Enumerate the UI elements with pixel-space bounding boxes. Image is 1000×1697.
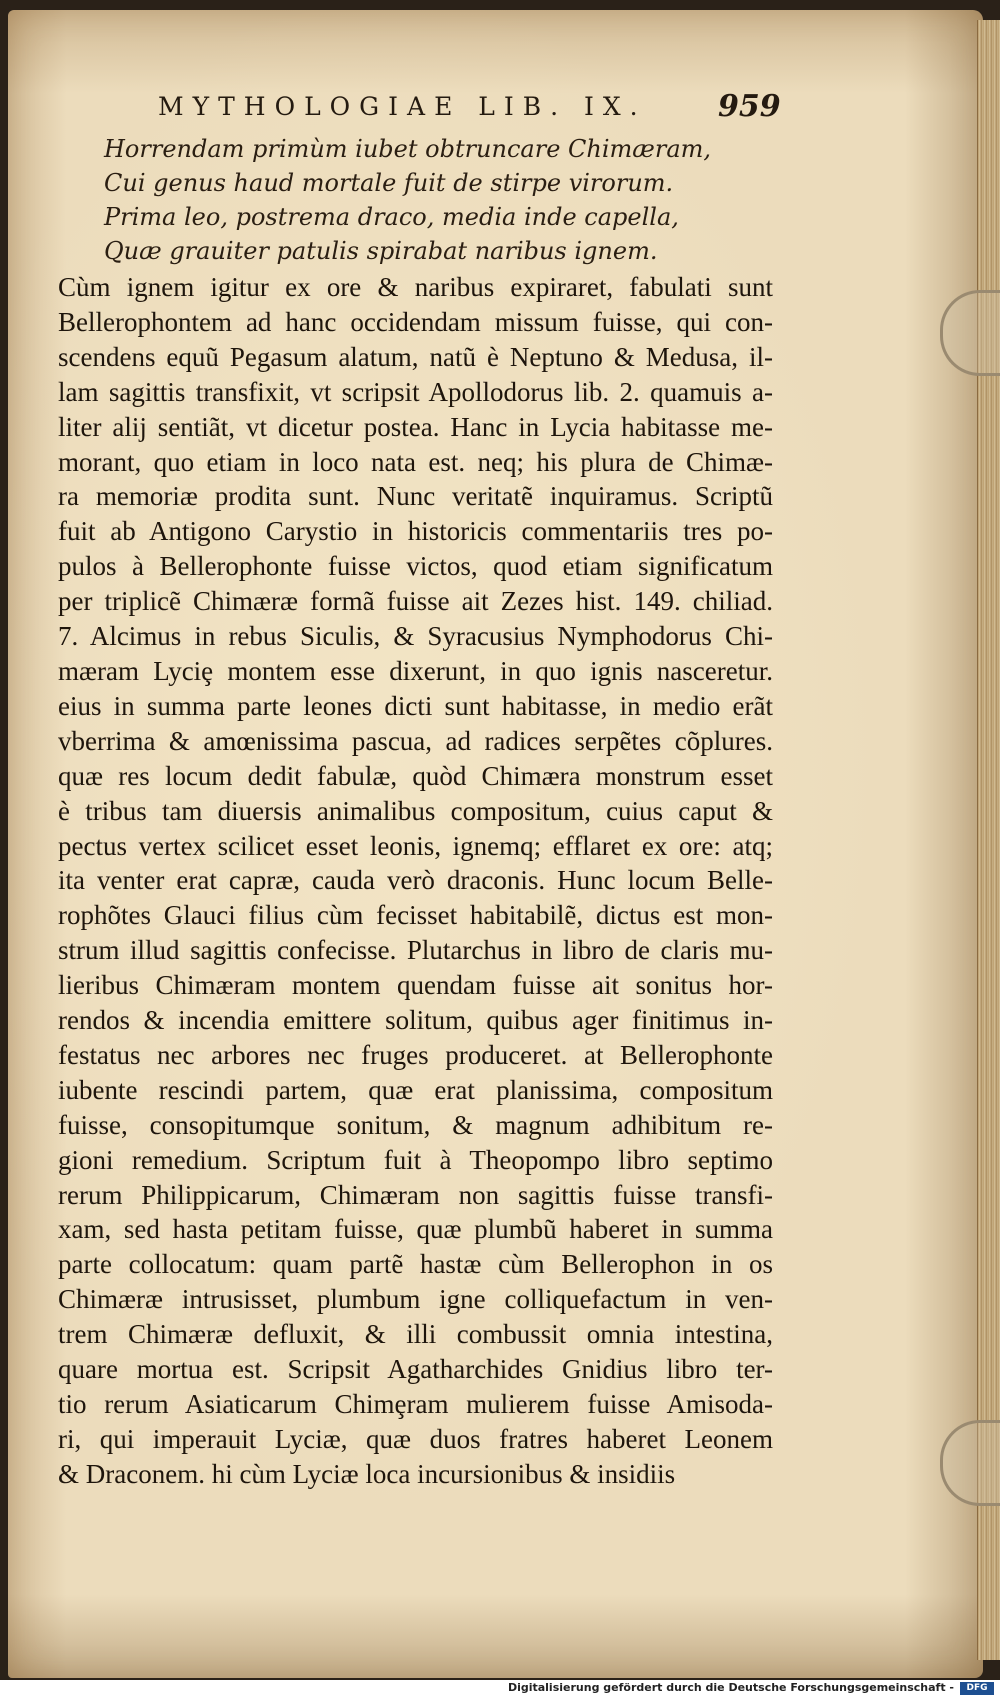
body-line: per triplicẽ Chimæræ formã fuisse ait Zezes hist. 149. chiliad.: [58, 586, 773, 617]
body-line: vberrima & amœnissima pascua, ad radices serpẽtes cõplures.: [58, 725, 773, 756]
body-line: quæ res locum dedit fabulæ, quòd Chimæra monstrum esset: [58, 760, 773, 791]
body-line: rendos & incendia emittere solitum, quibus ager finitimus in-: [58, 1005, 773, 1036]
running-head: MYTHOLOGIAE LIB. IX.: [158, 92, 647, 121]
body-line: ri, qui imperauit Lyciæ, quæ duos fratres haberet Leonem: [58, 1423, 773, 1454]
body-line: rerum Philippicarum, Chimæram non sagittis fuisse transfi-: [58, 1179, 773, 1210]
body-line: & Draconem. hi cùm Lyciæ loca incursionibus & insidiis: [58, 1458, 676, 1489]
page-fore-edge: [977, 20, 1000, 1660]
verse-line: Horrendam primùm iubet obtruncare Chimæram,: [104, 135, 712, 163]
body-line: Chimæræ intrusisset, plumbum igne colliquefactum in ven-: [58, 1284, 773, 1315]
body-line: gioni remedium. Scriptum fuit à Theopompo libro septimo: [58, 1144, 773, 1175]
body-line: rophõtes Glauci filius cùm fecisset habitabilẽ, dictus est mon-: [58, 900, 773, 931]
body-line: fuit ab Antigono Carystio in historicis commentariis tres po-: [58, 516, 773, 547]
verse-line: Quæ grauiter patulis spirabat naribus ignem.: [104, 237, 658, 265]
body-line: tio rerum Asiaticarum Chimȩram mulierem fuisse Amisoda-: [58, 1389, 773, 1419]
verse-line: Cui genus haud mortale fuit de stirpe virorum.: [104, 169, 674, 197]
body-line: scendens equũ Pegasum alatum, natũ è Neptuno & Medusa, il-: [58, 341, 773, 372]
body-line: trem Chimæræ defluxit, & illi combussit omnia intestina,: [58, 1319, 773, 1350]
body-line: 7. Alcimus in rebus Siculis, & Syracusius Nymphodorus Chi-: [58, 621, 773, 652]
body-line: Bellerophontem ad hanc occidendam missum fuisse, qui con-: [58, 306, 773, 337]
body-line: iubente rescindi partem, quæ erat planissima, compositum: [58, 1074, 773, 1105]
body-text: [58, 270, 773, 1492]
body-line: pulos à Bellerophonte fuisse victos, quod etiam significatum: [58, 551, 773, 582]
page-header: [158, 89, 781, 128]
body-line: ita venter erat capræ, cauda verò draconis. Hunc locum Belle-: [58, 865, 773, 896]
page-number: 959: [718, 89, 781, 124]
verse-quotation: [104, 132, 744, 268]
dfg-logo: DFG: [960, 1682, 994, 1695]
paper-page: [8, 10, 983, 1678]
body-line: Cùm ignem igitur ex ore & naribus expiraret, fabulati sunt: [58, 272, 773, 302]
body-line: quare mortua est. Scripsit Agatharchides Gnidius libro ter-: [58, 1354, 773, 1385]
body-line: eius in summa parte leones dicti sunt habitasse, in medio erãt: [58, 690, 773, 721]
body-line: morant, quo etiam in loco nata est. neq; his plura de Chimæ-: [58, 446, 773, 477]
body-line: xam, sed hasta petitam fuisse, quæ plumbũ haberet in summa: [58, 1214, 773, 1245]
body-line: pectus vertex scilicet esset leonis, ignemq; efflaret ex ore: atq;: [58, 830, 773, 861]
body-line: fuisse, consopitumque sonitum, & magnum adhibitum re-: [58, 1109, 773, 1140]
body-line: mæram Lyciȩ montem esse dixerunt, in quo ignis nasceretur.: [58, 655, 773, 686]
body-line: è tribus tam diuersis animalibus compositum, cuius caput &: [58, 795, 773, 826]
body-line: strum illud sagittis confecisse. Plutarchus in libro de claris mu-: [58, 935, 773, 966]
verse-line: Prima leo, postrema draco, media inde capella,: [104, 203, 679, 231]
body-line: lieribus Chimæram montem quendam fuisse ait sonitus hor-: [58, 970, 773, 1001]
body-line: festatus nec arbores nec fruges produceret. at Bellerophonte: [58, 1039, 773, 1070]
body-line: liter alij sentiãt, vt dicetur postea. Hanc in Lycia habitasse me-: [58, 411, 773, 442]
body-line: parte collocatum: quam partẽ hastæ cùm Bellerophon in os: [58, 1249, 773, 1280]
body-line: ra memoriæ prodita sunt. Nunc veritatẽ inquiramus. Scriptũ: [58, 481, 773, 512]
digitization-note: Digitalisierung gefördert durch die Deutsche Forschungsgemeinschaft -: [507, 1681, 954, 1694]
digitization-footer: [0, 1680, 1000, 1697]
body-line: lam sagittis transfixit, vt scripsit Apollodorus lib. 2. quamuis a-: [58, 376, 773, 407]
